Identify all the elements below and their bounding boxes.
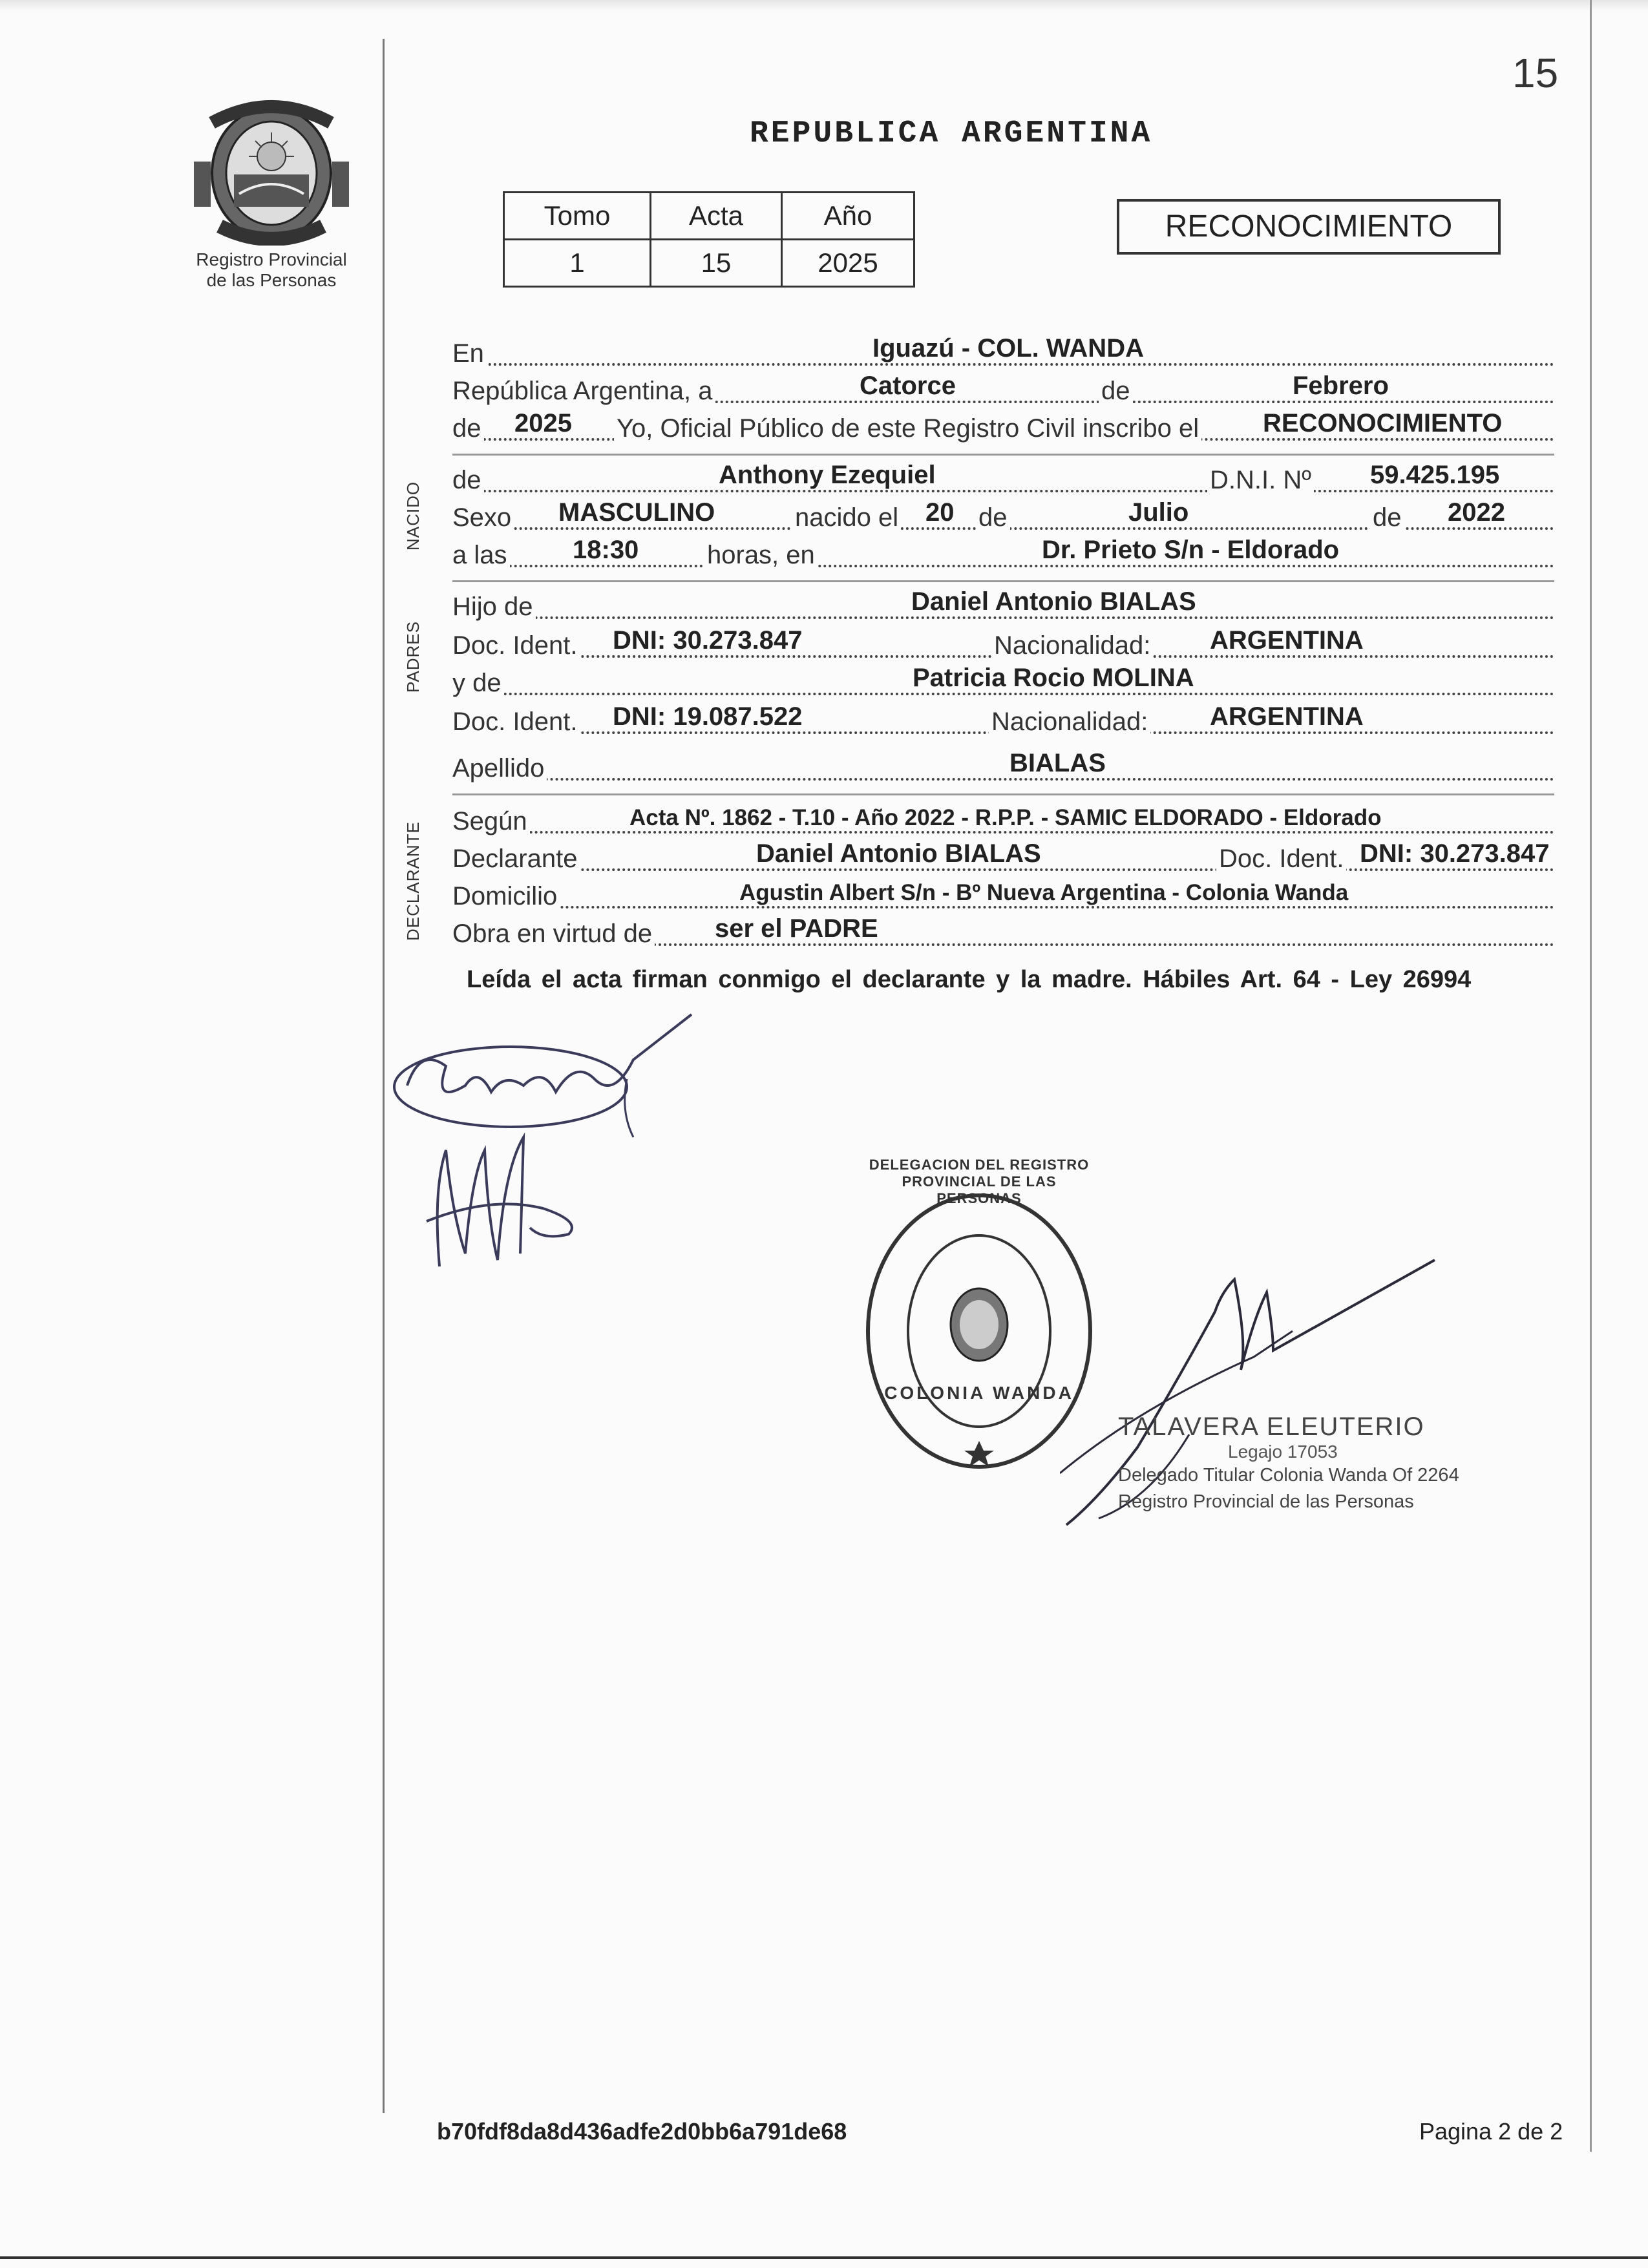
row-padre xyxy=(452,587,1554,624)
dotted-line xyxy=(452,616,1554,619)
emblem-caption xyxy=(162,249,381,291)
label-hijo-de: Hijo de xyxy=(452,593,536,622)
row-madre xyxy=(452,663,1554,700)
section-divider xyxy=(452,793,1554,795)
misiones-shield-icon xyxy=(194,97,349,246)
label-de-anio: de xyxy=(452,414,484,443)
row-declarante xyxy=(452,839,1554,876)
emblem-caption-line2: de las Personas xyxy=(206,270,337,290)
value-mes-nacimiento: Julio xyxy=(1128,498,1189,527)
label-obra: Obra en virtud de xyxy=(452,919,655,949)
row-fecha xyxy=(452,371,1554,408)
value-dia-nacimiento: 20 xyxy=(925,498,955,527)
value-lugar-nacimiento: Dr. Prieto S/n - Eldorado xyxy=(1042,536,1340,564)
closing-statement: Leída el acta firman conmigo el declarante y la madre. Hábiles Art. 64 - Ley 26994 xyxy=(467,966,1472,993)
scan-edge xyxy=(0,0,1648,12)
mother-signature xyxy=(414,1124,607,1279)
row-inscripcion xyxy=(452,408,1554,446)
dotted-line xyxy=(452,778,1554,781)
record-table-header-cell: Acta xyxy=(651,193,782,240)
value-padre-nacionalidad: ARGENTINA xyxy=(1210,626,1364,655)
label-de-mes: de xyxy=(976,503,1010,532)
label-domicilio: Domicilio xyxy=(452,882,560,911)
record-table-row xyxy=(504,240,914,287)
label-nacido: nacido el xyxy=(792,503,901,532)
row-hora-lugar xyxy=(452,535,1554,572)
official-stamp xyxy=(1118,1412,1480,1513)
value-padre: Daniel Antonio BIALAS xyxy=(911,587,1196,616)
row-segun xyxy=(452,801,1554,839)
emblem-caption-line1: Registro Provincial xyxy=(196,249,347,269)
dotted-line xyxy=(452,490,1554,492)
label-a-las: a las xyxy=(452,541,510,570)
document-title: REPUBLICA ARGENTINA xyxy=(750,116,1153,151)
record-table-header xyxy=(504,193,914,240)
value-madre-doc: DNI: 19.087.522 xyxy=(613,702,803,731)
value-apellido: BIALAS xyxy=(1009,749,1106,777)
seal-inner-text: COLONIA WANDA xyxy=(884,1383,1074,1403)
record-table-cell: 1 xyxy=(504,240,651,287)
province-emblem xyxy=(194,97,349,246)
value-domicilio: Agustin Albert S/n - Bº Nueva Argentina - Colonia Wanda xyxy=(739,880,1349,905)
official-legajo: Legajo 17053 xyxy=(1228,1442,1338,1462)
value-madre: Patricia Rocio MOLINA xyxy=(913,664,1194,692)
value-madre-nacionalidad: ARGENTINA xyxy=(1210,702,1364,731)
record-table-header-cell: Año xyxy=(782,193,914,240)
label-nacionalidad: Nacionalidad: xyxy=(989,708,1150,737)
section-divider xyxy=(452,580,1554,582)
official-position: Delegado Titular Colonia Wanda Of 2264 xyxy=(1118,1465,1459,1486)
label-en: En xyxy=(452,339,487,368)
section-label-padres: PADRES xyxy=(403,621,423,693)
value-acto: RECONOCIMIENTO xyxy=(1263,409,1503,437)
value-nombre: Anthony Ezequiel xyxy=(719,461,936,489)
value-sexo: MASCULINO xyxy=(558,498,715,527)
row-padre-doc xyxy=(452,625,1554,663)
label-doc-ident: Doc. Ident. xyxy=(452,631,580,660)
dotted-line xyxy=(452,363,1554,366)
label-de-nombre: de xyxy=(452,466,484,495)
value-declarante-doc: DNI: 30.273.847 xyxy=(1360,839,1550,868)
row-lugar-inscripcion xyxy=(452,333,1554,371)
label-declarante: Declarante xyxy=(452,845,580,874)
row-obra xyxy=(452,914,1554,951)
value-dni: 59.425.195 xyxy=(1370,461,1500,489)
row-madre-doc xyxy=(452,702,1554,739)
seal-outer-text: DELEGACION DEL REGISTRO PROVINCIAL DE LAS PERSONAS xyxy=(869,1157,1090,1206)
scan-bottom-edge xyxy=(0,2256,1648,2259)
value-obra: ser el PADRE xyxy=(715,914,878,943)
value-hora: 18:30 xyxy=(573,536,639,564)
dotted-line xyxy=(452,868,1554,871)
label-segun: Según xyxy=(452,807,530,836)
dotted-line xyxy=(452,565,1554,567)
value-declarante: Daniel Antonio BIALAS xyxy=(756,839,1041,868)
record-table-cell: 2025 xyxy=(782,240,914,287)
official-office: Registro Provincial de las Personas xyxy=(1118,1491,1414,1512)
record-type-box: RECONOCIMIENTO xyxy=(1117,199,1501,255)
record-table-header-cell: Tomo xyxy=(504,193,651,240)
label-de: de xyxy=(1099,377,1133,406)
value-padre-doc: DNI: 30.273.847 xyxy=(613,626,803,655)
value-anio: 2025 xyxy=(514,409,572,437)
left-margin-line xyxy=(383,39,385,2113)
value-anio-nacimiento: 2022 xyxy=(1448,498,1505,527)
label-y-de: y de xyxy=(452,669,504,698)
record-table-cell: 15 xyxy=(651,240,782,287)
value-segun: Acta Nº. 1862 - T.10 - Año 2022 - R.P.P. - SAMIC ELDORADO - Eldorado xyxy=(629,805,1382,830)
row-nombre xyxy=(452,460,1554,498)
section-label-declarante: DECLARANTE xyxy=(403,821,423,941)
right-margin-line xyxy=(1590,0,1592,2152)
value-mes: Febrero xyxy=(1293,372,1389,400)
value-lugar: Iguazú - COL. WANDA xyxy=(872,334,1144,362)
label-inscribo: Yo, Oficial Público de este Registro Civil inscribo el xyxy=(614,414,1201,443)
section-label-nacido: NACIDO xyxy=(403,481,423,551)
label-apellido: Apellido xyxy=(452,754,547,783)
row-apellido xyxy=(452,748,1554,786)
page-number: 15 xyxy=(1512,50,1559,96)
label-dni: D.N.I. Nº xyxy=(1207,466,1314,495)
section-divider xyxy=(452,454,1554,456)
row-domicilio xyxy=(452,876,1554,914)
label-sexo: Sexo xyxy=(452,503,514,532)
record-table xyxy=(503,191,915,288)
label-horas-en: horas, en xyxy=(704,541,818,570)
label-de-anio-nacimiento: de xyxy=(1370,503,1404,532)
page-pagination: Pagina 2 de 2 xyxy=(1419,2118,1563,2145)
label-republica: República Argentina, a xyxy=(452,377,715,406)
dotted-line xyxy=(452,831,1554,834)
value-dia: Catorce xyxy=(860,372,956,400)
dotted-line xyxy=(452,906,1554,908)
document-hash: b70fdf8da8d436adfe2d0bb6a791de68 xyxy=(437,2118,847,2145)
row-sexo-nacimiento xyxy=(452,498,1554,535)
label-nacionalidad: Nacionalidad: xyxy=(991,631,1153,660)
official-name: TALAVERA ELEUTERIO xyxy=(1118,1412,1425,1441)
dotted-line xyxy=(452,693,1554,695)
label-declarante-doc: Doc. Ident. xyxy=(1216,845,1346,874)
label-doc-ident: Doc. Ident. xyxy=(452,708,580,737)
